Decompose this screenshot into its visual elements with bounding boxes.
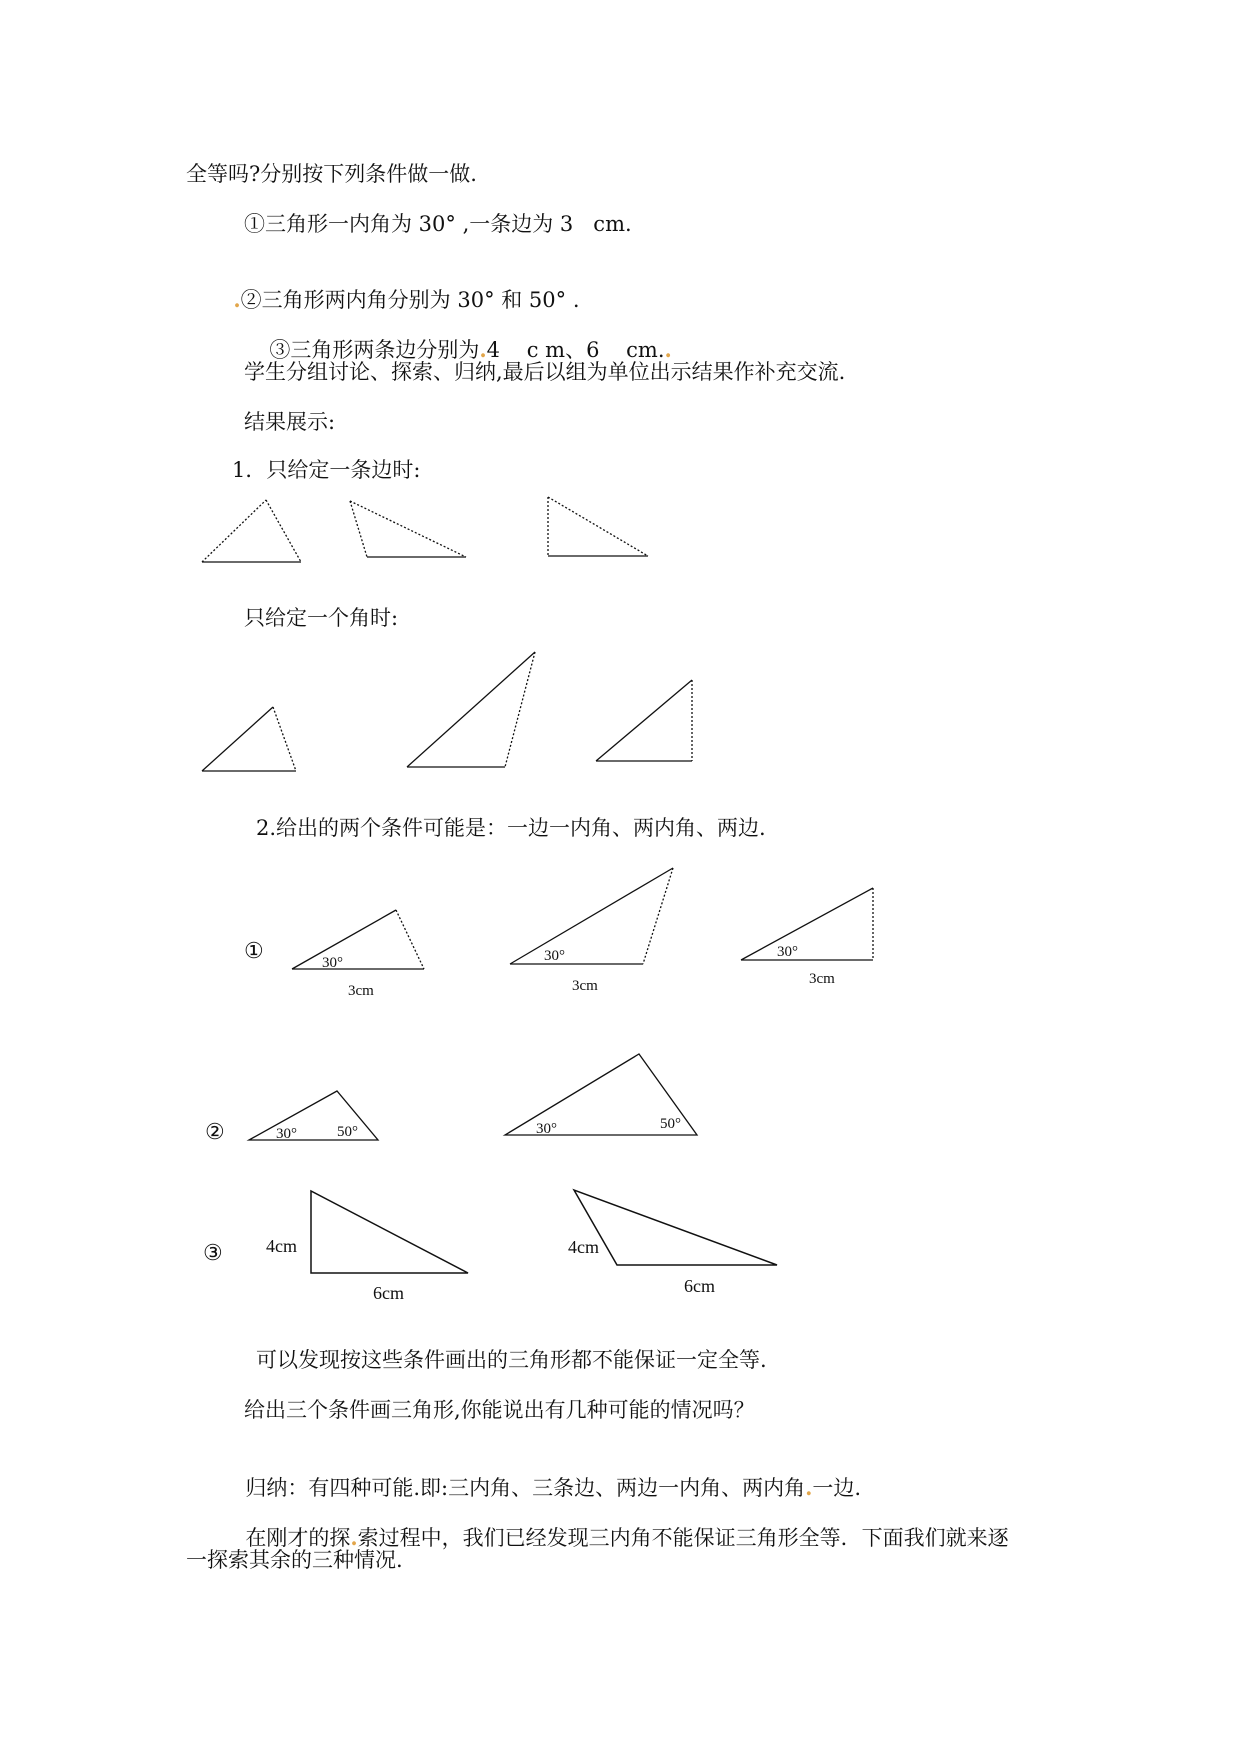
condition-2-text: ②三角形两内角分别为 30° 和 50° . <box>240 288 580 312</box>
angle-label: 30° <box>777 944 798 960</box>
side-label: 3cm <box>809 971 835 987</box>
triangle-two-sides-right <box>311 1191 468 1273</box>
angle-label: 50° <box>660 1116 681 1132</box>
triangle-side-dotted <box>266 500 301 562</box>
side-label: 6cm <box>684 1276 715 1296</box>
case-1-label: ① <box>244 938 264 963</box>
summary-text-b: 一边. <box>812 1476 862 1500</box>
highlight-mark: . <box>233 287 241 312</box>
triangle-side-dotted <box>350 501 367 557</box>
angle-label: 50° <box>337 1124 358 1140</box>
side-label: 4cm <box>568 1237 599 1257</box>
triangle-side-dotted <box>350 501 466 557</box>
condition-3-text-b: 4 c m、6 cm. <box>486 338 665 362</box>
angle-label: 30° <box>276 1126 297 1142</box>
highlight-mark: . <box>350 1525 358 1550</box>
text-line-one-side: 1．只给定一条边时: <box>232 458 421 482</box>
text-line-1: 全等吗?分别按下列条件做一做. <box>186 162 477 186</box>
text-line-two-conditions: 2.给出的两个条件可能是：一边一内角、两内角、两边. <box>256 816 766 840</box>
triangle-side <box>596 680 692 761</box>
triangle-side-dotted <box>273 707 296 771</box>
text-line-one-angle: 只给定一个角时: <box>244 606 399 630</box>
highlight-mark: . <box>479 337 487 362</box>
triangle-side <box>510 868 673 964</box>
highlight-mark: . <box>664 337 672 362</box>
text-line-condition-1: ①三角形一内角为 30° ,一条边为 3 cm. <box>244 212 632 236</box>
triangle-side <box>741 888 873 960</box>
summary-text-a: 归纳：有四种可能.即:三内角、三条边、两边一内角、两内角 <box>245 1476 806 1500</box>
highlight-mark: . <box>805 1475 813 1500</box>
side-label: 6cm <box>373 1283 404 1303</box>
triangle-side <box>292 910 396 969</box>
triangle-side-dotted <box>505 652 535 767</box>
triangle-two-sides-obtuse <box>574 1190 777 1265</box>
explore-text-b: 索过程中，我们已经发现三内角不能保证三角形全等．下面我们就来逐 <box>357 1526 1009 1550</box>
case-2-label: ② <box>205 1119 225 1144</box>
text-line-not-congruent: 可以发现按这些条件画出的三角形都不能保证一定全等. <box>256 1348 767 1372</box>
text-line-results: 结果展示: <box>244 410 336 434</box>
triangle-side-dotted <box>396 910 424 969</box>
side-label: 3cm <box>348 983 374 999</box>
angle-label: 30° <box>536 1121 557 1137</box>
angle-label: 30° <box>544 948 565 964</box>
condition-3-text-a: ③三角形两条边分别为 <box>269 338 480 362</box>
side-label: 4cm <box>266 1236 297 1256</box>
explore-text-a: 在刚才的探 <box>245 1526 351 1550</box>
text-line-three-conditions: 给出三个条件画三角形,你能说出有几种可能的情况吗？ <box>244 1398 755 1422</box>
triangle-side <box>407 652 535 767</box>
angle-label: 30° <box>322 955 343 971</box>
text-line-remaining: 一探索其余的三种情况. <box>186 1548 403 1572</box>
text-line-discussion: 学生分组讨论、探索、归纳,最后以组为单位出示结果作补充交流. <box>244 360 846 384</box>
triangle-side-dotted <box>548 497 648 556</box>
triangle-two-angles-small <box>249 1091 378 1140</box>
triangle-side <box>202 707 273 771</box>
side-label: 3cm <box>572 978 598 994</box>
triangle-side-dotted <box>202 500 266 562</box>
case-3-label: ③ <box>203 1240 223 1265</box>
